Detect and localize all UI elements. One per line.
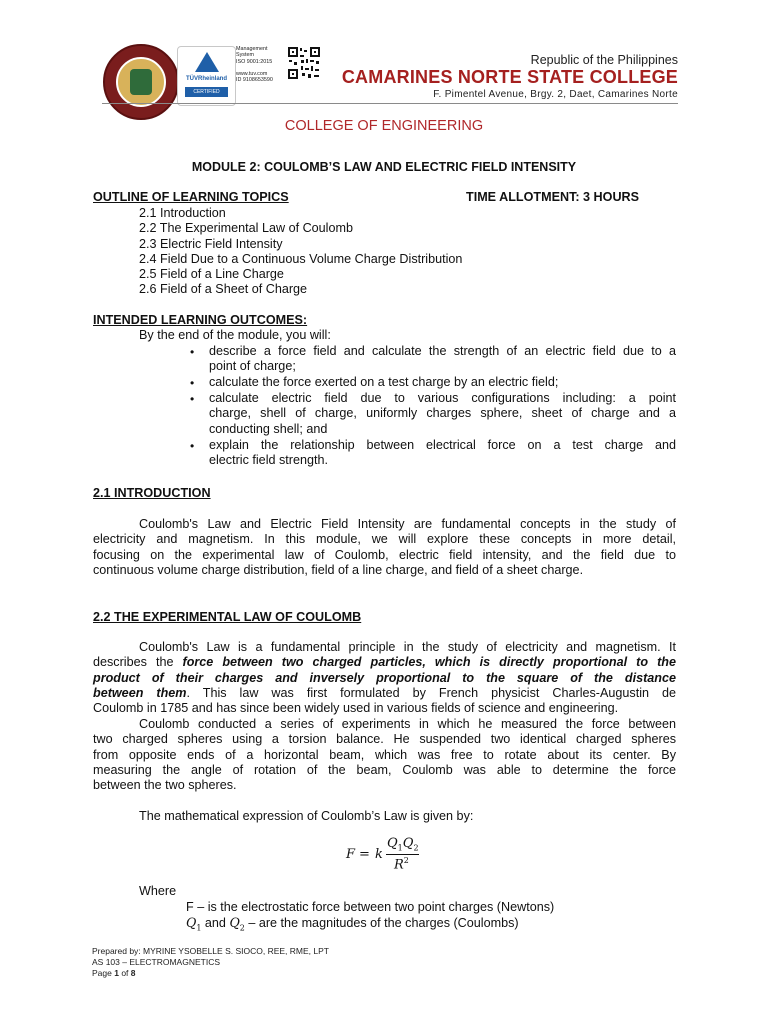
footer-page-number: Page 1 of 8 bbox=[92, 968, 136, 978]
list-item: 2.6 Field of a Sheet of Charge bbox=[139, 282, 308, 297]
bullet-icon: • bbox=[190, 439, 195, 453]
where-label: Where bbox=[139, 884, 177, 898]
expression-intro: The mathematical expression of Coulomb’s Law is given by: bbox=[139, 809, 474, 823]
outcome-item: describe a force field and calculate the strength of an electric field due to a point of charge; bbox=[209, 344, 676, 374]
bullet-icon: • bbox=[190, 392, 195, 406]
topic-list bbox=[139, 206, 462, 298]
list-item: 2.2 The Experimental Law of Coulomb bbox=[139, 221, 353, 236]
introduction-paragraph: Coulomb's Law and Electric Field Intensity are fundamental concepts in the study of electricity and magnetism. In this module, we will explore these concepts in more detail, focusing on the experimental law of Coulomb, electric field intensity, and the field due to continuous volume charge distribution, field of a line charge, and field of a sheet charge. bbox=[93, 517, 676, 577]
outcome-item: explain the relationship between electrical force on a test charge and electric field strength. bbox=[209, 438, 676, 468]
definition-charges: $Q_1$ and $Q_2$ – are the magnitudes of the charges (Coulombs) bbox=[186, 915, 519, 933]
list-item: 2.4 Field Due to a Continuous Volume Charge Distribution bbox=[139, 251, 463, 266]
republic-label: Republic of the Philippines bbox=[530, 53, 678, 67]
coulomb-paragraph-1: Coulomb's Law is a fundamental principle in the study of electricity and magnetism. It describes the force between two charged particles, which is directly proportional to the product of their charges and inversely proportional to the square of the distance between them. This law was first formulated by French physicist Charles-Augustin de Coulomb in 1785 and has since been widely used in various fields of science and engineering. bbox=[93, 640, 676, 716]
section-heading-coulomb-law: 2.2 THE EXPERIMENTAL LAW OF COULOMB bbox=[93, 610, 362, 624]
tuv-certification-badge bbox=[177, 46, 236, 106]
section-heading-introduction: 2.1 INTRODUCTION bbox=[93, 486, 211, 500]
module-title: MODULE 2: COULOMB’S LAW AND ELECTRIC FIELD INTENSITY bbox=[191, 160, 577, 174]
tuv-triangle-icon bbox=[195, 52, 219, 72]
header-divider bbox=[102, 103, 678, 104]
department-title: COLLEGE OF ENGINEERING bbox=[284, 118, 484, 134]
definition-force: F – is the electrostatic force between two point charges (Newtons) bbox=[186, 900, 555, 914]
tuv-badge-name: TÜVRheinland bbox=[185, 76, 227, 82]
college-name: CAMARINES NORTE STATE COLLEGE bbox=[341, 67, 678, 87]
list-item: 2.5 Field of a Line Charge bbox=[139, 267, 284, 282]
tuv-badge-label: CERTIFIED bbox=[185, 87, 228, 97]
qr-code-icon bbox=[287, 46, 321, 80]
outcome-item: calculate electric field due to various configurations including: a point charge, shell of charge, uniformly charges sphere, sheet of charge and a conducting shell; and bbox=[209, 391, 676, 436]
footer-course: AS 103 – ELECTROMAGNETICS bbox=[92, 957, 221, 967]
outline-heading: OUTLINE OF LEARNING TOPICS bbox=[93, 190, 289, 204]
bullet-icon: • bbox=[190, 376, 195, 390]
bullet-icon: • bbox=[190, 345, 195, 359]
list-item: 2.3 Electric Field Intensity bbox=[139, 236, 283, 251]
time-allotment: TIME ALLOTMENT: 3 HOURS bbox=[466, 190, 640, 204]
college-seal-logo bbox=[103, 44, 179, 120]
list-item: 2.1 Introduction bbox=[139, 206, 226, 220]
college-address: F. Pimentel Avenue, Brgy. 2, Daet, Camarines Norte bbox=[433, 89, 678, 100]
outcomes-intro: By the end of the module, you will: bbox=[139, 328, 331, 342]
outcome-item: calculate the force exerted on a test charge by an electric field; bbox=[209, 375, 559, 389]
coulomb-paragraph-2: Coulomb conducted a series of experiments in which he measured the force between two charged spheres using a torsion balance. He suspended two identical charged spheres from opposite ends of a horizontal beam, which was free to rotate about its center. By measuring the angle of rotation of the beam, Coulomb was able to determine the force between the two spheres. bbox=[93, 717, 676, 793]
certification-text: Management System ISO 9001:2015 www.tuv.com ID 9108653590 bbox=[236, 46, 273, 84]
footer-prepared-by: Prepared by: MYRINE YSOBELLE S. SIOCO, REE, RME, LPT bbox=[92, 946, 329, 956]
coulomb-formula: F = k $Q_1Q_2$ $R^2$ bbox=[346, 836, 419, 873]
outcomes-heading: INTENDED LEARNING OUTCOMES: bbox=[93, 313, 308, 327]
